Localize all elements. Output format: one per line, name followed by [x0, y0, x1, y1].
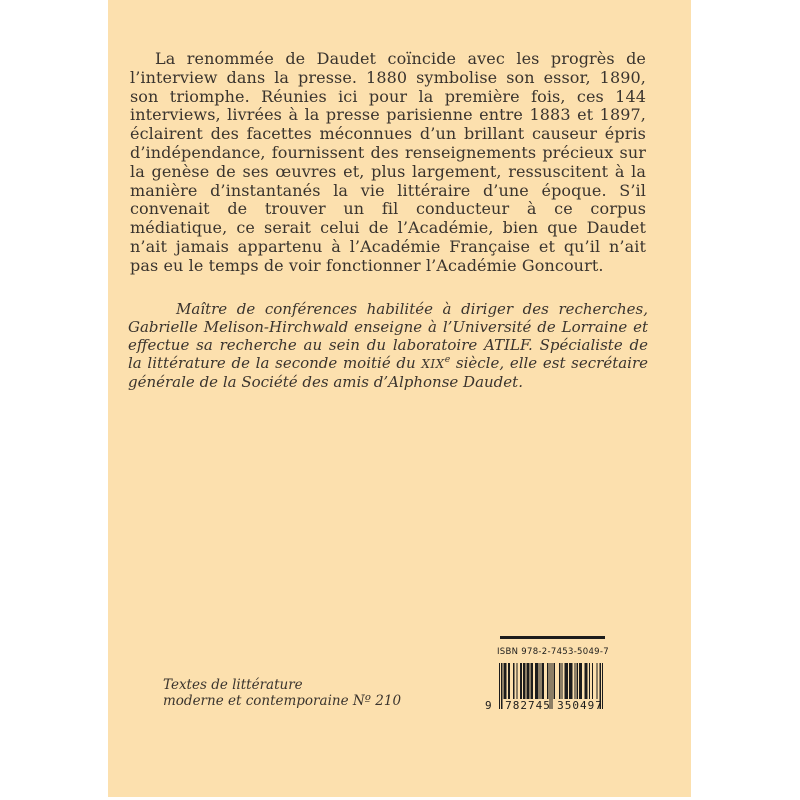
bio-text-part1: Maître de conférences habilitée à diriger des recherches, Gabrielle Melison-Hirchwald enseigne à l’Université de Lorraine et effectue sa recherche au sein du laboratoire ATILF. Spécialiste de la littérature de la seconde moitié du [128, 300, 648, 372]
isbn-top-rule [500, 636, 605, 639]
imprint-line-2: moderne et contemporaine Nº 210 [163, 692, 402, 709]
blurb-paragraph: La renommée de Daudet coïncide avec les progrès de l’interview dans la presse. 1880 symbolise son essor, 1890, son triomphe. Réunies ici pour la première fois, ces 144 interviews, livrées à la presse parisienne entre 1883 et 1897, éclairent des facettes méconnues d’un brillant causeur épris d’indépendance, fournissent des renseignements précieux sur la genèse de ses œuvres et, plus largement, ressuscitent à la manière d’instantanés la vie littéraire d’une époque. S’il convenait de trouver un fil conducteur à ce corpus médiatique, ce serait celui de l’Académie, bien que Daudet n’ait jamais appartenu à l’Académie Française et qu’il n’ait pas eu le temps de voir fonctionner l’Académie Goncourt. [130, 49, 646, 275]
author-bio-paragraph [128, 300, 648, 391]
imprint-line-1: Textes de littérature [163, 677, 303, 693]
book-back-cover [108, 0, 691, 797]
ean-digits-group1: 782745 [505, 699, 551, 712]
ean-digit-prefix: 9 [485, 699, 493, 712]
bio-text-part2: siècle, elle est secrétaire générale de la Société des amis d’Alphonse Daudet. [128, 354, 649, 391]
isbn-number-label: ISBN 978-2-7453-5049-7 [497, 647, 609, 657]
ean-digits-group2: 350497 [557, 699, 603, 712]
collection-imprint [163, 678, 401, 709]
bio-century-roman-numeral: XIX [421, 357, 445, 371]
bio-century-superscript: e [444, 354, 451, 365]
